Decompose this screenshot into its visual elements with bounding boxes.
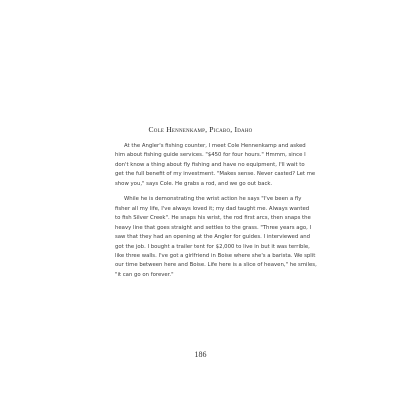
text-line: him about fishing guide services. "$450 for four hours." Hmmm, since I: [115, 152, 306, 159]
body-text: [115, 142, 317, 280]
text-line: got the job. I bought a trailer tent for $2,000 to live in but it was terrible,: [115, 243, 310, 250]
text-line: heavy line that goes straight and settles to the grass. "Three years ago, I: [115, 224, 312, 231]
paragraph-2: [115, 195, 317, 280]
text-line: get the full benefit of my investment. "Makes sense. Never casted? Let me: [115, 171, 316, 178]
paragraph-1: [115, 142, 316, 189]
text-line: show you," says Cole. He grabs a rod, and we go out back.: [115, 180, 273, 187]
text-line: At the Angler's fishing counter, I meet Cole Hennenkamp and asked: [124, 143, 306, 149]
section-heading: Cole Hennenkamp, Picabo, Idaho: [148, 125, 253, 134]
text-line: saw that they had an opening at the Angler for guides. I interviewed and: [115, 234, 310, 241]
text-line: don't know a thing about fly fishing and have no equipment, I'll wait to: [115, 161, 305, 168]
text-line: While he is demonstrating the wrist action he says "I've been a fly: [124, 196, 302, 203]
text-line: our time between here and Boise. Life here is a slice of heaven," he smiles,: [115, 262, 317, 269]
text-line: to fish Silver Creek". He snaps his wrist, the rod first arcs, then snaps the: [115, 215, 311, 222]
page-number: 186: [194, 350, 207, 359]
text-line: "it can go on forever.": [115, 271, 174, 278]
text-line: fisher all my life, I've always loved it; my dad taught me. Always wanted: [115, 205, 310, 212]
text-line: like three walls. I've got a girlfriend in Boise where she's a barista. We split: [115, 252, 316, 259]
